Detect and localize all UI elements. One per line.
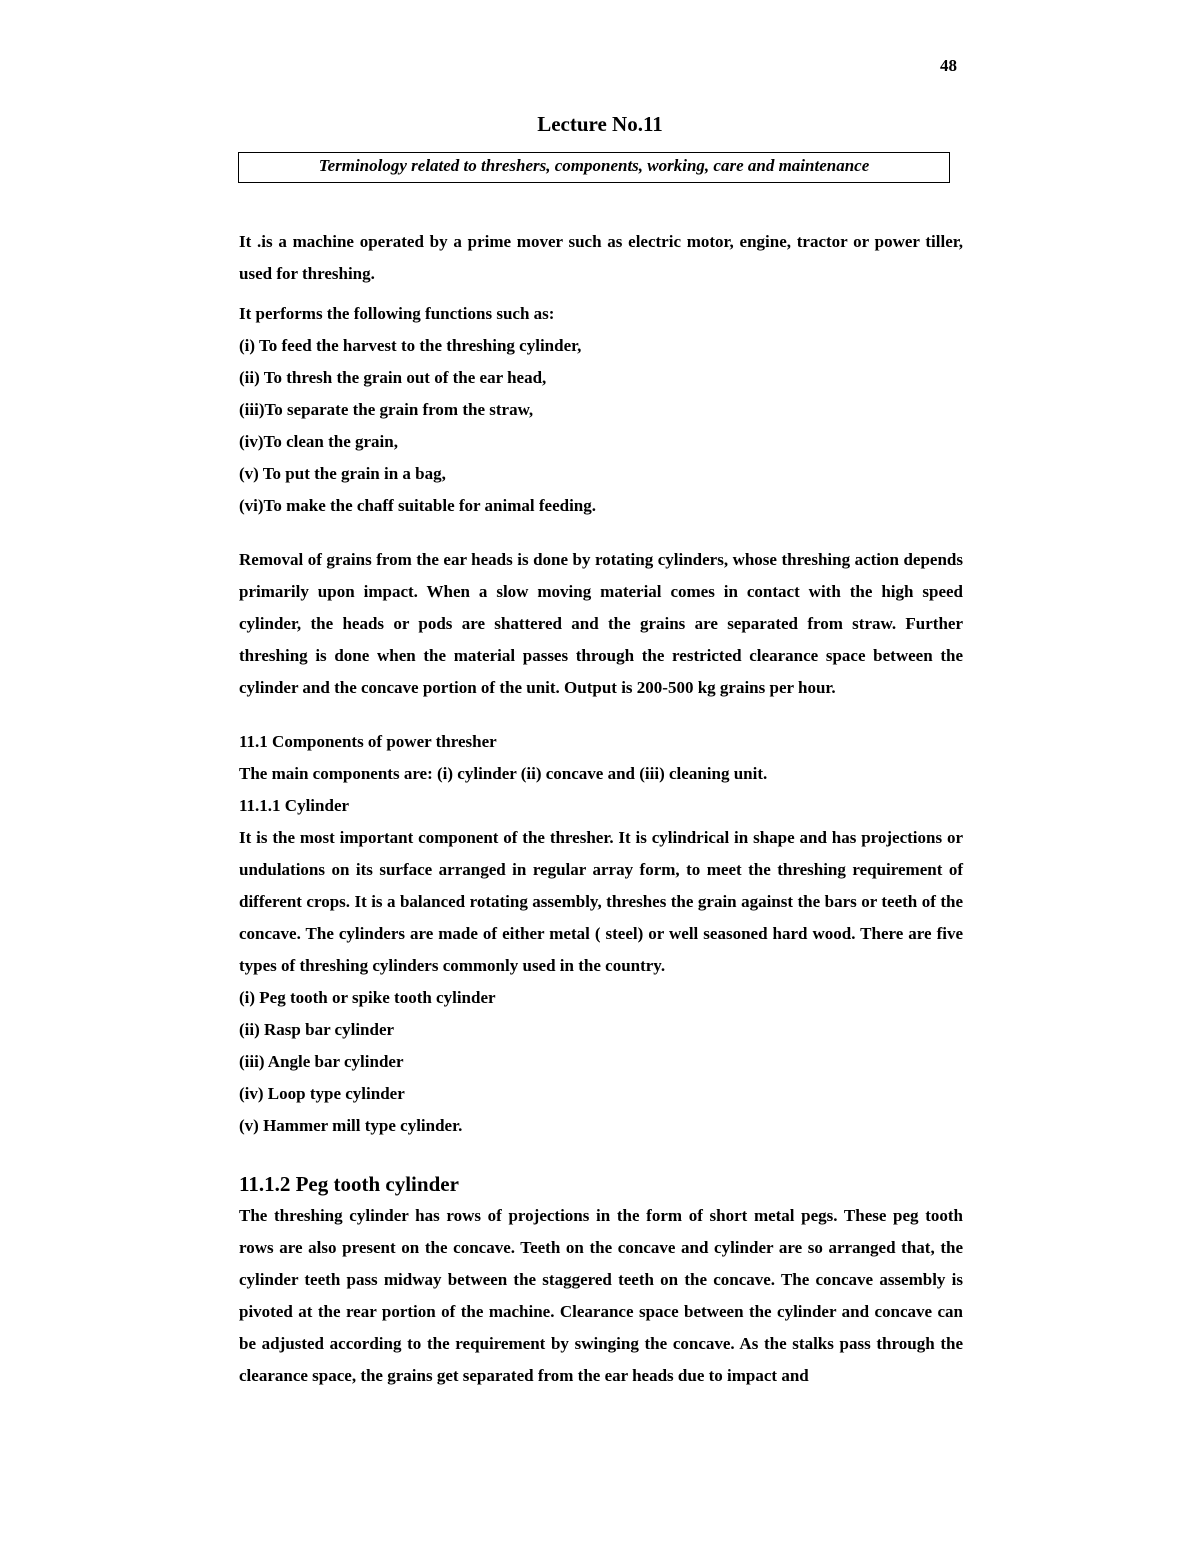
list-item: (iv)To clean the grain, xyxy=(239,432,398,451)
removal-paragraph: Removal of grains from the ear heads is done by rotating cylinders, whose threshing action depends primarily upon impact. When a slow moving material comes in contact with the high speed cylinder, the heads or pods are shattered and the grains are separated from straw. Further threshing is done when the material passes through the restricted clearance space between the cylinder and the concave portion of the unit. Output is 200-500 kg grains per hour. xyxy=(239,550,963,697)
list-item: (v) Hammer mill type cylinder. xyxy=(239,1116,463,1135)
cylinder-types-list xyxy=(239,982,963,1142)
list-item: (i) Peg tooth or spike tooth cylinder xyxy=(239,988,496,1007)
list-item: (ii) To thresh the grain out of the ear head, xyxy=(239,368,547,387)
functions-list xyxy=(239,330,963,522)
components-text: The main components are: (i) cylinder (ii) concave and (iii) cleaning unit. xyxy=(239,764,768,783)
page-number: 48 xyxy=(940,56,957,75)
list-item: (iv) Loop type cylinder xyxy=(239,1084,405,1103)
section-heading-components: 11.1 Components of power thresher xyxy=(239,732,497,751)
peg-tooth-paragraph: The threshing cylinder has rows of projections in the form of short metal pegs. These peg tooth rows are also present on the concave. Teeth on the concave and cylinder are so arranged that, the cylinder teeth pass midway between the staggered teeth on the concave. The concave assembly is pivoted at the rear portion of the machine. Clearance space between the cylinder and concave can be adjusted according to the requirement by swinging the concave. As the stalks pass through the clearance space, the grains get separated from the ear heads due to impact and xyxy=(239,1206,963,1385)
list-item: (iii) Angle bar cylinder xyxy=(239,1052,404,1071)
list-item: (v) To put the grain in a bag, xyxy=(239,464,446,483)
cylinder-paragraph: It is the most important component of the thresher. It is cylindrical in shape and has projections or undulations on its surface arranged in regular array form, to meet the threshing requirement of different crops. It is a balanced rotating assembly, threshes the grain against the bars or teeth of the concave. The cylinders are made of either metal ( steel) or well seasoned hard wood. There are five types of threshing cylinders commonly used in the country. xyxy=(239,828,963,975)
functions-lead: It performs the following functions such as: xyxy=(239,304,555,323)
definition-paragraph: It .is a machine operated by a prime mover such as electric motor, engine, tractor or power tiller, used for threshing. xyxy=(239,232,963,283)
list-item: (ii) Rasp bar cylinder xyxy=(239,1020,395,1039)
list-item: (i) To feed the harvest to the threshing cylinder, xyxy=(239,336,582,355)
topic-box xyxy=(238,152,950,183)
section-heading-cylinder: 11.1.1 Cylinder xyxy=(239,796,350,815)
section-heading-peg-tooth: 11.1.2 Peg tooth cylinder xyxy=(239,1172,459,1196)
document-body xyxy=(239,226,963,1392)
list-item: (iii)To separate the grain from the straw, xyxy=(239,400,534,419)
list-item: (vi)To make the chaff suitable for animal feeding. xyxy=(239,496,596,515)
lecture-title: Lecture No.11 xyxy=(537,112,663,136)
topic-text: Terminology related to threshers, components, working, care and maintenance xyxy=(318,156,870,175)
